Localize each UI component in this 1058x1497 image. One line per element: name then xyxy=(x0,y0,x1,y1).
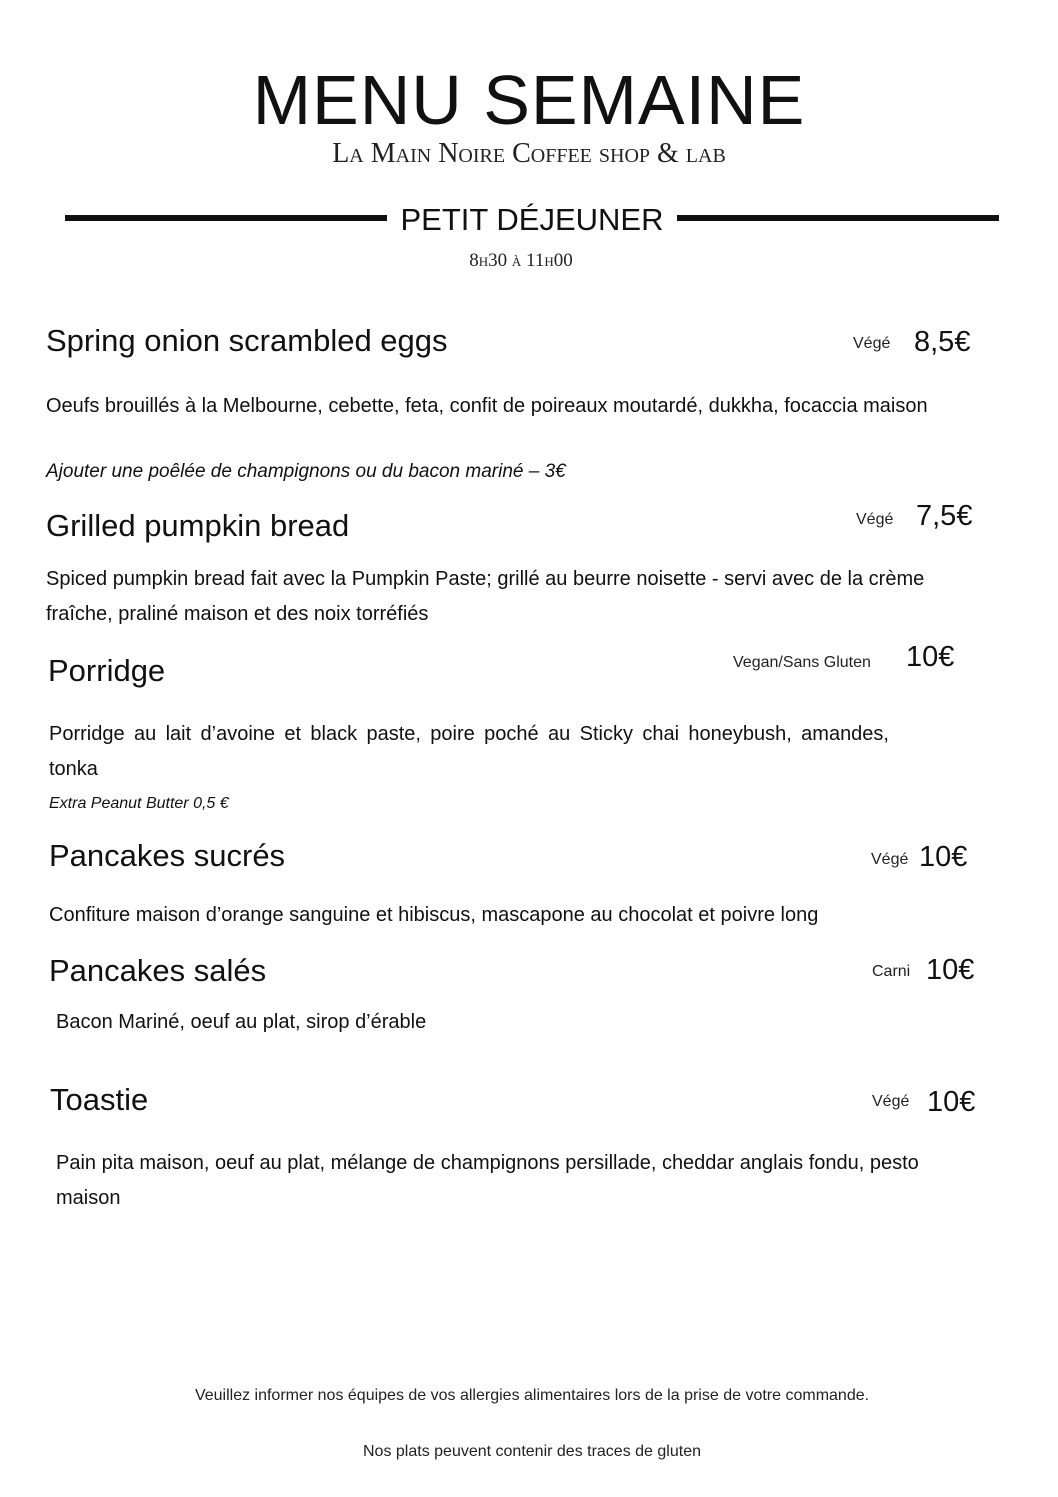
item-tag: Carni xyxy=(872,963,911,980)
gluten-notice: Nos plats peuvent contenir des traces de gluten xyxy=(363,1443,701,1460)
item-description: Spiced pumpkin bread fait avec la Pumpkin Paste; grillé au beurre noisette - servi avec de la crème fraîche, praliné maison et des noix torréfiés xyxy=(46,568,925,625)
item-description: Bacon Mariné, oeuf au plat, sirop d’érable xyxy=(56,1011,427,1033)
item-name: Pancakes sucrés xyxy=(49,838,286,873)
item-price: 10€ xyxy=(906,641,955,673)
item-tag: Végé xyxy=(853,335,891,352)
allergy-notice: Veuillez informer nos équipes de vos allergies alimentaires lors de la prise de votre commande. xyxy=(194,1387,870,1404)
item-tag: Vegan/Sans Gluten xyxy=(733,654,871,671)
item-description: Confiture maison d’orange sanguine et hibiscus, mascapone au chocolat et poivre long xyxy=(49,904,819,926)
item-extra: Ajouter une poêlée de champignons ou du bacon mariné – 3€ xyxy=(46,461,566,482)
item-tag: Végé xyxy=(872,1093,910,1110)
shop-name: La Main Noire Coffee shop & lab xyxy=(332,138,726,169)
item-price: 10€ xyxy=(926,954,975,986)
item-description: Porridge au lait d’avoine et black paste, poire poché au Sticky chai honeybush, amandes, tonka xyxy=(49,723,889,780)
item-name: Grilled pumpkin bread xyxy=(46,508,350,543)
item-price: 8,5€ xyxy=(914,326,971,358)
item-extra: Extra Peanut Butter 0,5 € xyxy=(49,795,229,812)
menu-title: MENU SEMAINE xyxy=(252,61,806,139)
item-price: 10€ xyxy=(927,1086,976,1118)
section-hours: 8h30 à 11h00 xyxy=(469,250,573,271)
item-name: Toastie xyxy=(50,1082,149,1117)
section-title: PETIT DÉJEUNER xyxy=(400,202,664,237)
item-description: Pain pita maison, oeuf au plat, mélange de champignons persillade, cheddar anglais fondu, pesto maison xyxy=(56,1152,919,1209)
item-description: Oeufs brouillés à la Melbourne, cebette, feta, confit de poireaux moutardé, dukkha, focaccia maison xyxy=(46,395,928,417)
item-price: 7,5€ xyxy=(916,500,973,532)
item-tag: Végé xyxy=(871,851,909,868)
item-price: 10€ xyxy=(919,841,968,873)
item-name: Spring onion scrambled eggs xyxy=(46,323,448,358)
section-rule-right xyxy=(677,215,999,221)
item-name: Pancakes salés xyxy=(49,953,267,988)
item-tag: Végé xyxy=(856,511,894,528)
item-name: Porridge xyxy=(48,653,166,688)
